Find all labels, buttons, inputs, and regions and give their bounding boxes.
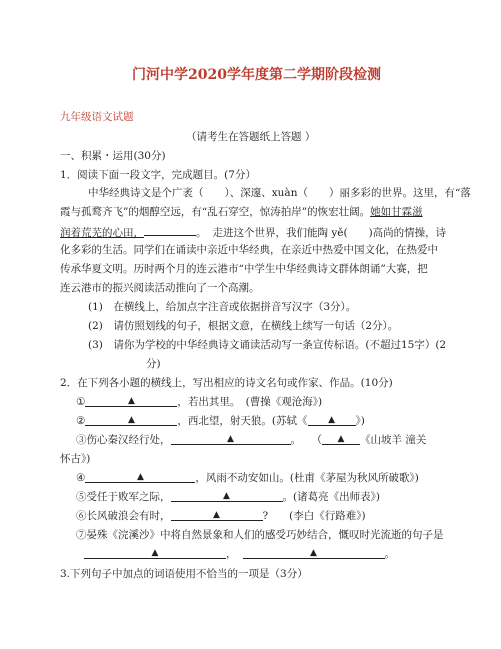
item-number: ① [76, 396, 86, 408]
q1-subquestion-2: (2) 请仿照划线的句子，根据文意，在横线上续写一句话（2分）。 [88, 320, 399, 332]
answer-blank[interactable] [171, 510, 263, 521]
answer-blank[interactable] [85, 472, 195, 483]
q2-item-1 [76, 396, 322, 409]
item-text: 《山坡羊 潼关 [360, 434, 427, 446]
q1-text: 霞与孤鹜齐飞”的烟醇空远，有“乱石穿空，惊涛拍岸”的恢宏壮阔。 [60, 206, 371, 218]
q2-item-7-answer [84, 548, 395, 561]
answer-blank[interactable] [171, 434, 291, 445]
q1-subquestion-3-cont: 分) [146, 358, 161, 370]
item-text: 》) [355, 415, 365, 427]
triangle-marker-icon: ▲ [310, 548, 317, 558]
q1-text: 。 [196, 227, 207, 239]
triangle-marker-icon: ▲ [136, 472, 144, 482]
item-number: ④ [76, 472, 86, 484]
q1-paragraph-line [60, 206, 423, 219]
q1-fill-blank[interactable] [144, 225, 196, 236]
item-number: ② [76, 415, 86, 427]
item-text: ，西北望，射天狼。(苏轼《 [177, 415, 308, 427]
q2-header: 2．在下列各小题的横线上，写出相应的诗文名句或作家、作品。(10分) [60, 377, 393, 389]
answer-blank[interactable] [85, 396, 177, 407]
triangle-marker-icon: ▲ [213, 510, 220, 520]
item-text: 。 [384, 548, 395, 560]
paper-subtitle: 九年级语文试题 [60, 111, 134, 123]
q2-item-3 [76, 434, 426, 447]
triangle-marker-icon: ▲ [223, 491, 230, 501]
q1-text: 走进这个世界，我们能陶 yě( )高尚的情操，诗 [212, 227, 447, 239]
triangle-marker-icon: ▲ [127, 396, 135, 406]
answer-blank[interactable] [243, 548, 385, 559]
triangle-marker-icon: ▲ [328, 415, 335, 425]
answer-note: （请考生在答题纸上答题 ） [186, 131, 316, 143]
q1-paragraph-line: 传承华夏文明。历时两个月的连云港市“中学生中华经典诗文群体朗诵”大赛，把 [60, 263, 428, 275]
answer-blank[interactable] [322, 434, 360, 445]
item-text: ? (李白《行路难》) [262, 510, 366, 522]
triangle-marker-icon: ▲ [151, 548, 159, 558]
q1-paragraph-line: 中华经典诗文是个广袤（ ）、深邃、xuàn（ ）丽多彩的世界。这里，有“落 [88, 187, 471, 199]
q1-subquestion-3: (3) 请你为学校的中华经典诗文诵读活动写一条宣传标语。(不超过15字）(2 [88, 339, 447, 351]
answer-blank[interactable] [308, 415, 356, 426]
q1-underlined-sentence: 她如甘霖滋 [370, 206, 423, 218]
item-text: 。(诸葛亮《出师表》) [282, 491, 380, 503]
answer-blank[interactable] [84, 548, 226, 559]
q2-item-6 [76, 510, 366, 523]
triangle-marker-icon: ▲ [227, 434, 234, 444]
triangle-marker-icon: ▲ [337, 434, 345, 444]
item-text: ， [226, 548, 237, 560]
q2-item-7: ⑦晏殊《浣溪沙》中将自然景象和人们的感受巧妙结合，慨叹时光流逝的句子是 [76, 529, 444, 541]
item-text: ③伤心秦汉经行处， [76, 434, 171, 446]
answer-blank[interactable] [171, 491, 283, 502]
q1-paragraph-line: 化多彩的生活。同学们在诵读中亲近中华经典，在亲近中热爱中国文化，在热爱中 [60, 244, 438, 256]
q2-item-5 [76, 491, 380, 504]
q1-underlined-sentence: 润着荒芜的心田， [60, 227, 144, 239]
q1-subquestion-1: (1) 在横线上，给加点字注音或依据拼音写汉字（3分）。 [88, 301, 357, 313]
q2-item-4 [76, 472, 419, 485]
item-text: 。 （ [290, 434, 322, 446]
item-text: ，若出其里。 (曹操《观沧海》) [177, 396, 323, 408]
triangle-marker-icon: ▲ [127, 415, 135, 425]
q1-paragraph-line [60, 225, 446, 240]
answer-blank[interactable] [85, 415, 177, 426]
q1-header: 1．阅读下面一段文字，完成题目。(7分） [60, 169, 256, 181]
page-title: 门河中学2020学年度第二学期阶段检测 [132, 67, 381, 83]
q2-item-2 [76, 415, 365, 428]
item-text: ⑤受任于败军之际， [76, 491, 171, 503]
section-heading: 一、积累・运用(30分) [60, 150, 166, 162]
item-text: ，风雨不动安如山。(杜甫《茅屋为秋风所破歌》) [195, 472, 419, 484]
q2-item-3-cont: 怀古》) [60, 453, 91, 465]
item-text: ⑥长风破浪会有时， [76, 510, 171, 522]
q1-paragraph-line: 连云港市的振兴阅读活动推向了一个高潮。 [60, 282, 260, 294]
q3-header: 3.下列句子中加点的词语使用不恰当的一项是（3分） [60, 568, 308, 580]
